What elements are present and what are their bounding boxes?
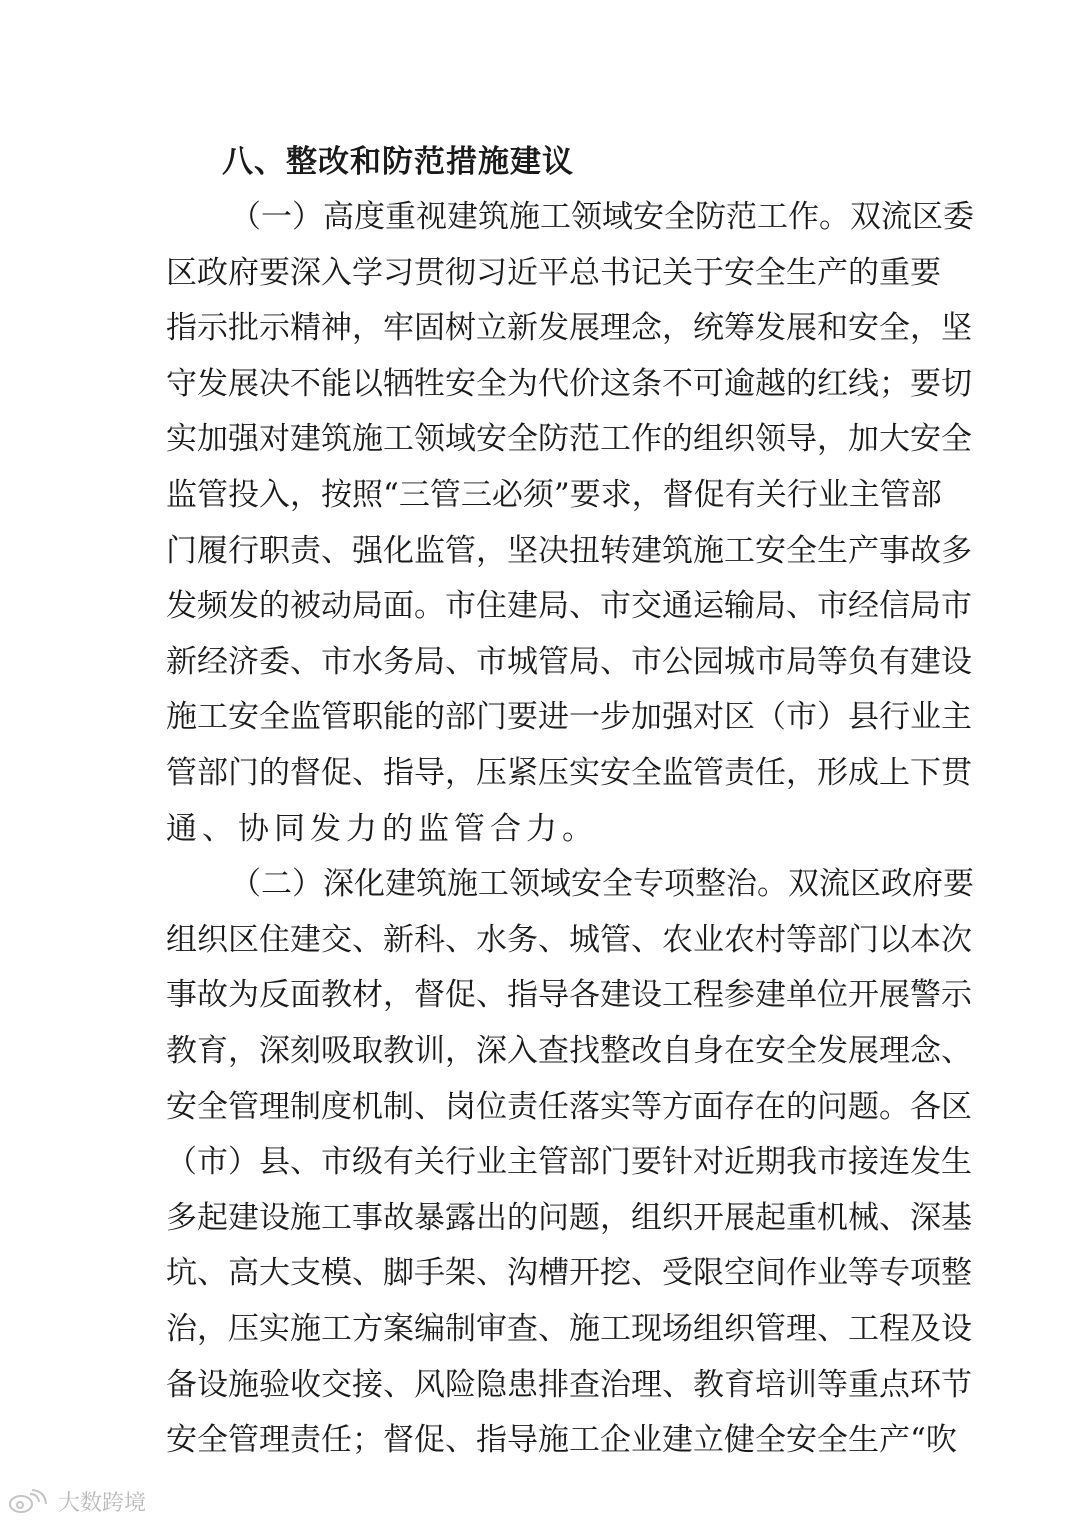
text-line: 发 频 发 的 被 动 局 面 。 市 住 建 局 、 市 交 通 运 输 局 、 市 经 信 局 市 bbox=[166, 588, 972, 624]
text-line: 备 设 施 验 收 交 接 、 风 险 隐 患 排 查 治 理 、 教 育 培 训 等 重 点 环 节 bbox=[166, 1367, 972, 1403]
text-line: 安 全 管 理 责 任 ； 督 促 、 指 导 施 工 企 业 建 立 健 全 安 全 生 产 “ 吹 bbox=[166, 1422, 957, 1458]
text-line: 治 ， 压 实 施 工 方 案 编 制 审 查 、 施 工 现 场 组 织 管 理 、 工 程 及 设 bbox=[166, 1311, 972, 1347]
watermark bbox=[8, 1486, 146, 1517]
weibo-icon bbox=[8, 1488, 52, 1516]
text-line: 教 育 ， 深 刻 吸 取 教 训 ， 深 入 查 找 整 改 自 身 在 安 全 发 展 理 念 、 bbox=[166, 1033, 972, 1069]
text-line: 门 履 行 职 责 、 强 化 监 管 ， 坚 决 扭 转 建 筑 施 工 安 全 生 产 事 故 多 bbox=[166, 533, 972, 569]
text-line: 事 故 为 反 面 教 材 ， 督 促 、 指 导 各 建 设 工 程 参 建 单 位 开 展 警 示 bbox=[166, 977, 972, 1013]
text-line: （ 市 ） 县 、 市 级 有 关 行 业 主 管 部 门 要 针 对 近 期 我 市 接 连 发 生 bbox=[166, 1144, 972, 1180]
text-line: （ 一 ） 高 度 重 视 建 筑 施 工 领 域 安 全 防 范 工 作 。 双 流 区 委 bbox=[230, 199, 974, 235]
text-line: 多 起 建 设 施 工 事 故 暴 露 出 的 问 题 ， 组 织 开 展 起 重 机 械 、 深 基 bbox=[166, 1200, 972, 1236]
text-line: 坑 、 高 大 支 模 、 脚 手 架 、 沟 槽 开 挖 、 受 限 空 间 作 业 等 专 项 整 bbox=[166, 1255, 972, 1291]
text-line: 新 经 济 委 、 市 水 务 局 、 市 城 管 局 、 市 公 园 城 市 局 等 负 有 建 设 bbox=[166, 644, 972, 680]
text-line: 施 工 安 全 监 管 职 能 的 部 门 要 进 一 步 加 强 对 区 （ 市 ） 县 行 业 主 bbox=[166, 699, 972, 735]
text-line: 监 管 投 入 ， 按 照 “ 三 管 三 必 须 ” 要 求 ， 督 促 有 关 行 业 主 管 部 bbox=[166, 477, 942, 513]
text-line: 管 部 门 的 督 促 、 指 导 ， 压 紧 压 实 安 全 监 管 责 任 ， 形 成 上 下 贯 bbox=[166, 755, 972, 791]
text-line: 组 织 区 住 建 交 、 新 科 、 水 务 、 城 管 、 农 业 农 村 等 部 门 以 本 次 bbox=[166, 922, 972, 958]
text-line: 区 政 府 要 深 入 学 习 贯 彻 习 近 平 总 书 记 关 于 安 全 生 产 的 重 要 bbox=[166, 255, 941, 291]
text-line: 通、协同发力的监管合力。 bbox=[166, 811, 598, 847]
text-line: （ 二 ） 深 化 建 筑 施 工 领 域 安 全 专 项 整 治 。 双 流 区 政 府 要 bbox=[230, 866, 974, 902]
section-heading: 八、整改和防范措施建议 bbox=[222, 144, 574, 180]
text-line: 指 示 批 示 精 神 ， 牢 固 树 立 新 发 展 理 念 ， 统 筹 发 展 和 安 全 ， 坚 bbox=[166, 310, 972, 346]
watermark-text: 大数跨境 bbox=[58, 1491, 147, 1516]
text-line: 守 发 展 决 不 能 以 牺 牲 安 全 为 代 价 这 条 不 可 逾 越 的 红 线 ； 要 切 bbox=[166, 366, 972, 402]
text-line: 实 加 强 对 建 筑 施 工 领 域 安 全 防 范 工 作 的 组 织 领 导 ， 加 大 安 全 bbox=[166, 421, 972, 457]
text-line: 安 全 管 理 制 度 机 制 、 岗 位 责 任 落 实 等 方 面 存 在 的 问 题 。 各 区 bbox=[166, 1089, 972, 1125]
